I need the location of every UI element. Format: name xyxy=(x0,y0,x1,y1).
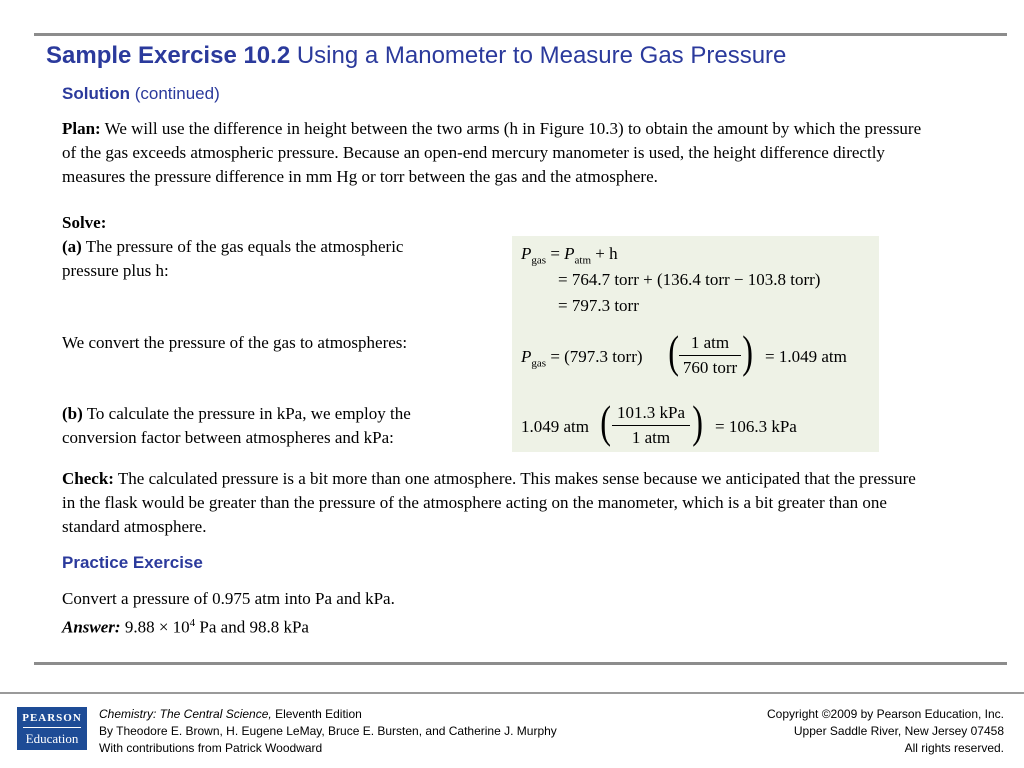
part-a-line1 xyxy=(62,235,403,259)
kpa-den: 1 atm xyxy=(631,428,671,447)
practice-answer xyxy=(62,611,309,640)
fraction-bar xyxy=(679,355,741,356)
conv-fraction xyxy=(679,333,741,378)
footer-contributions: With contributions from Patrick Woodward xyxy=(99,741,323,755)
part-a-line2: pressure plus h: xyxy=(62,261,169,280)
part-a-text1: The pressure of the gas equals the atmospheric xyxy=(81,237,404,256)
title-bold: Sample Exercise 10.2 xyxy=(46,42,291,69)
practice-question: Convert a pressure of 0.975 atm into Pa and kPa. xyxy=(62,589,395,608)
part-b-text1: To calculate the pressure in kPa, we employ the xyxy=(82,404,411,423)
footer-authors: By Theodore E. Brown, H. Eugene LeMay, Bruce E. Bursten, and Catherine J. Murphy xyxy=(99,724,557,738)
sub-atm: atm xyxy=(574,254,592,267)
math-panel xyxy=(512,236,879,452)
slide-title xyxy=(46,42,786,70)
book-title: Chemistry: The Central Science, xyxy=(99,707,272,721)
fraction-bar-2 xyxy=(612,425,690,426)
footer-book xyxy=(99,706,557,723)
answer-mantissa: 9.88 × 10 xyxy=(120,617,190,637)
kpa-num: 101.3 kPa xyxy=(617,403,685,422)
footer-copyright xyxy=(767,706,1004,757)
logo-line1: PEARSON xyxy=(22,712,82,724)
p-symbol: P xyxy=(521,244,532,263)
kpa-result: = 106.3 kPa xyxy=(715,417,797,436)
top-rule xyxy=(34,33,1007,36)
conv-den: 760 torr xyxy=(682,358,738,377)
p-symbol-3: P xyxy=(521,347,532,366)
solution-heading xyxy=(62,84,220,104)
check-text: The calculated pressure is a bit more than one atmosphere. This makes sense because we anticipated that the pressure in the flask would be greater than the pressure of the atmosphere acting on the manometer, which is a bit greater than one standard atmosphere. xyxy=(62,469,916,536)
copyright-line: Copyright ©2009 by Pearson Education, Inc. xyxy=(767,707,1004,721)
left-paren: ( xyxy=(668,326,680,377)
convert-line: We convert the pressure of the gas to atmospheres: xyxy=(62,333,408,352)
solve-label xyxy=(62,211,106,235)
logo-divider xyxy=(23,727,81,728)
eq2: = 764.7 torr + (136.4 torr − 103.8 torr) xyxy=(558,270,821,289)
solution-bold: Solution xyxy=(62,84,130,103)
footer-credits xyxy=(99,706,557,757)
check-paragraph xyxy=(62,467,922,539)
eq1: $P_{gas} = P_{atm} + h$ xyxy=(521,244,618,267)
part-b-label: (b) xyxy=(62,404,83,423)
part-b-line1 xyxy=(62,402,411,426)
conv-num: 1 atm xyxy=(690,333,730,352)
conv-left-text: = (797.3 torr) xyxy=(550,347,643,366)
conv-result: = 1.049 atm xyxy=(765,347,847,366)
eq3: = 797.3 torr xyxy=(558,296,639,315)
part-b-line2: conversion factor between atmospheres and kPa: xyxy=(62,428,394,447)
check-label: Check: xyxy=(62,469,114,488)
bottom-rule xyxy=(34,662,1007,665)
kpa-fraction xyxy=(612,403,690,448)
sub-gas: gas xyxy=(531,254,547,267)
answer-rest: Pa and 98.8 kPa xyxy=(195,617,309,637)
kpa-left: 1.049 atm xyxy=(521,417,589,436)
pearson-logo xyxy=(17,707,87,750)
book-edition: Eleventh Edition xyxy=(271,707,362,721)
footer-rule xyxy=(0,692,1024,694)
solution-rest: (continued) xyxy=(129,84,220,103)
eq1-rhs: + h xyxy=(591,244,618,263)
left-paren-2: ( xyxy=(600,396,612,447)
practice-heading: Practice Exercise xyxy=(62,553,203,572)
answer-label: Answer: xyxy=(62,617,121,637)
right-paren: ) xyxy=(742,326,754,377)
title-rest: Using a Manometer to Measure Gas Pressure xyxy=(290,42,787,69)
address-line: Upper Saddle River, New Jersey 07458 xyxy=(793,724,1004,738)
answer-exponent: 4 xyxy=(189,617,196,629)
plan-label: Plan: xyxy=(62,119,101,138)
right-paren-2: ) xyxy=(692,396,704,447)
part-a-label: (a) xyxy=(62,237,82,256)
solve-label-text: Solve: xyxy=(62,213,107,232)
rights-line: All rights reserved. xyxy=(904,741,1004,755)
plan-paragraph xyxy=(62,117,922,189)
logo-line2: Education xyxy=(25,731,79,746)
plan-text: We will use the difference in height between the two arms (h in Figure 10.3) to obtain the amount by which the pressure of the gas exceeds atmospheric pressure. Because an open-end mercury manometer is used, the height difference directly measures the pressure difference in mm Hg or torr between the gas and the atmosphere. xyxy=(62,119,922,186)
p-symbol-2: P xyxy=(564,244,575,263)
conv-left xyxy=(521,347,643,373)
sub-gas-2: gas xyxy=(531,357,547,370)
